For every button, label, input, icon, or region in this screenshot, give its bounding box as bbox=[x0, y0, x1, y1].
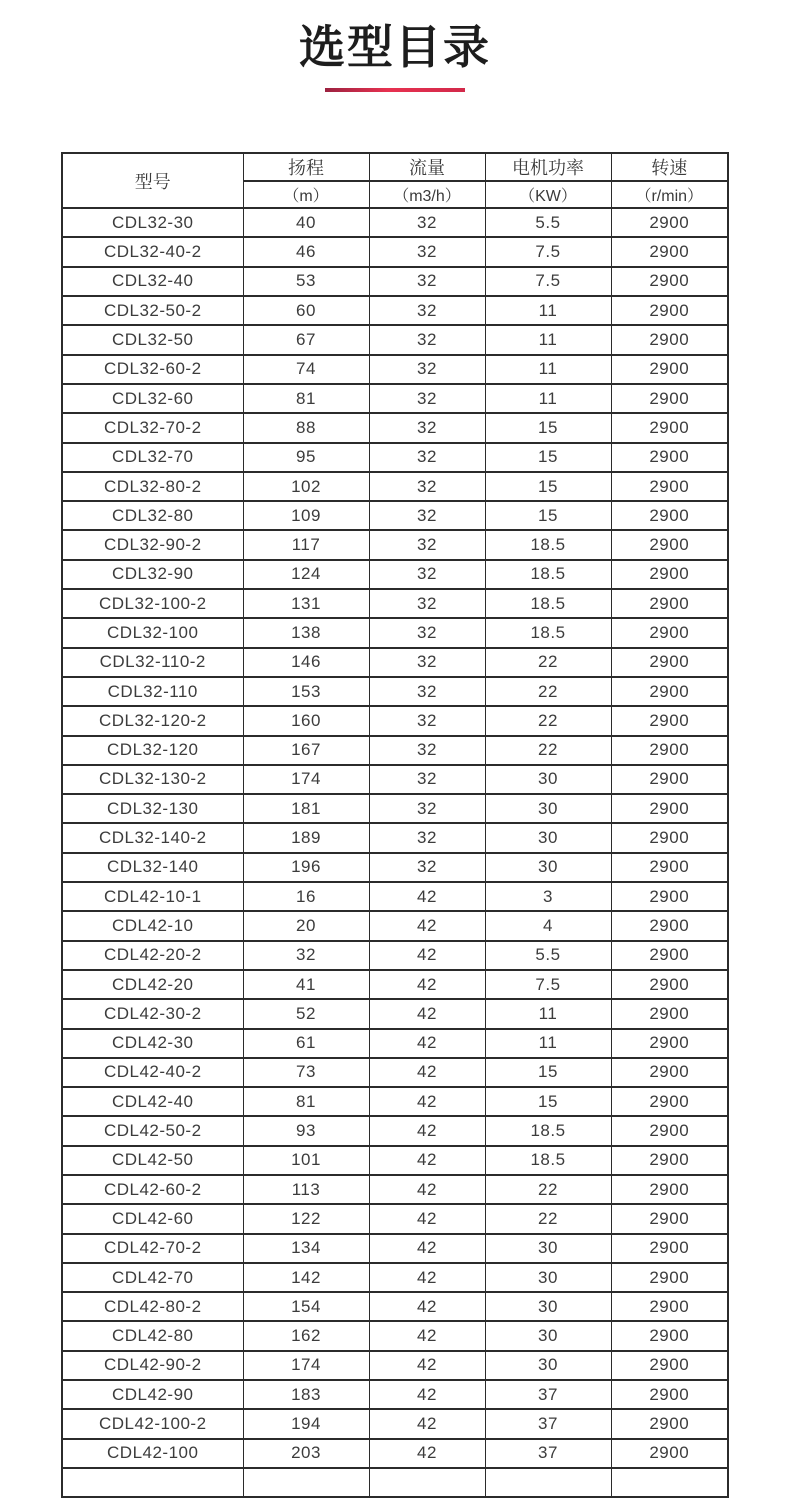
cell-model: CDL32-80 bbox=[62, 501, 243, 530]
cell-power: 30 bbox=[485, 765, 611, 794]
cell-head: 81 bbox=[243, 1087, 369, 1116]
table-row bbox=[62, 355, 728, 384]
table-row bbox=[62, 589, 728, 618]
cell-head: 81 bbox=[243, 384, 369, 413]
cell-power: 15 bbox=[485, 472, 611, 501]
cell-speed: 2900 bbox=[611, 941, 728, 970]
cell-speed: 2900 bbox=[611, 267, 728, 296]
column-header-speed: 转速 bbox=[611, 153, 728, 181]
table-row bbox=[62, 794, 728, 823]
cell-speed: 2900 bbox=[611, 1234, 728, 1263]
cell-model: CDL32-70 bbox=[62, 443, 243, 472]
cell-speed bbox=[611, 1468, 728, 1497]
table-row bbox=[62, 706, 728, 735]
cell-head: 52 bbox=[243, 999, 369, 1028]
cell-flow: 32 bbox=[369, 267, 485, 296]
cell-head: 138 bbox=[243, 618, 369, 647]
table-row bbox=[62, 1058, 728, 1087]
cell-power: 30 bbox=[485, 1263, 611, 1292]
cell-speed: 2900 bbox=[611, 355, 728, 384]
cell-model: CDL32-100-2 bbox=[62, 589, 243, 618]
cell-head: 134 bbox=[243, 1234, 369, 1263]
cell-model: CDL42-40-2 bbox=[62, 1058, 243, 1087]
table-row bbox=[62, 1380, 728, 1409]
cell-power: 22 bbox=[485, 677, 611, 706]
cell-speed: 2900 bbox=[611, 443, 728, 472]
cell-power: 11 bbox=[485, 384, 611, 413]
cell-flow: 32 bbox=[369, 237, 485, 266]
cell-flow: 42 bbox=[369, 1409, 485, 1438]
cell-flow: 42 bbox=[369, 1234, 485, 1263]
cell-head: 60 bbox=[243, 296, 369, 325]
cell-speed: 2900 bbox=[611, 618, 728, 647]
cell-head: 181 bbox=[243, 794, 369, 823]
cell-head: 88 bbox=[243, 413, 369, 442]
cell-head: 162 bbox=[243, 1321, 369, 1350]
cell-model: CDL32-50 bbox=[62, 325, 243, 354]
cell-speed: 2900 bbox=[611, 1146, 728, 1175]
cell-power: 37 bbox=[485, 1380, 611, 1409]
cell-flow: 32 bbox=[369, 794, 485, 823]
table-row bbox=[62, 1292, 728, 1321]
table-row bbox=[62, 618, 728, 647]
cell-speed: 2900 bbox=[611, 706, 728, 735]
cell-power: 37 bbox=[485, 1409, 611, 1438]
cell-flow: 42 bbox=[369, 1029, 485, 1058]
table-row bbox=[62, 677, 728, 706]
table-row bbox=[62, 1351, 728, 1380]
table-row bbox=[62, 1321, 728, 1350]
cell-speed: 2900 bbox=[611, 853, 728, 882]
cell-flow: 42 bbox=[369, 1439, 485, 1468]
catalog-page bbox=[0, 20, 790, 1490]
cell-flow: 32 bbox=[369, 589, 485, 618]
table-row bbox=[62, 1409, 728, 1438]
cell-power: 22 bbox=[485, 1204, 611, 1233]
cell-model: CDL32-120-2 bbox=[62, 706, 243, 735]
cell-head bbox=[243, 1468, 369, 1497]
cell-speed: 2900 bbox=[611, 1058, 728, 1087]
table-row bbox=[62, 736, 728, 765]
table-row bbox=[62, 325, 728, 354]
cell-model: CDL42-60-2 bbox=[62, 1175, 243, 1204]
table-row bbox=[62, 384, 728, 413]
cell-head: 160 bbox=[243, 706, 369, 735]
cell-model bbox=[62, 1468, 243, 1497]
cell-flow: 42 bbox=[369, 1292, 485, 1321]
cell-speed: 2900 bbox=[611, 530, 728, 559]
cell-flow: 42 bbox=[369, 1116, 485, 1145]
table-row bbox=[62, 970, 728, 999]
table-row bbox=[62, 853, 728, 882]
cell-model: CDL32-120 bbox=[62, 736, 243, 765]
table-row bbox=[62, 1146, 728, 1175]
column-unit-head: （m） bbox=[243, 181, 369, 208]
cell-head: 20 bbox=[243, 911, 369, 940]
cell-power: 5.5 bbox=[485, 208, 611, 237]
column-unit-speed: （r/min） bbox=[611, 181, 728, 208]
column-unit-flow: （m3/h） bbox=[369, 181, 485, 208]
table-row bbox=[62, 1029, 728, 1058]
cell-flow: 32 bbox=[369, 648, 485, 677]
cell-flow: 42 bbox=[369, 1204, 485, 1233]
cell-model: CDL42-50 bbox=[62, 1146, 243, 1175]
title-underline bbox=[325, 88, 465, 92]
cell-model: CDL42-70-2 bbox=[62, 1234, 243, 1263]
cell-power: 30 bbox=[485, 1234, 611, 1263]
cell-head: 183 bbox=[243, 1380, 369, 1409]
cell-power: 3 bbox=[485, 882, 611, 911]
cell-speed: 2900 bbox=[611, 1263, 728, 1292]
table-row bbox=[62, 530, 728, 559]
cell-flow: 42 bbox=[369, 1146, 485, 1175]
cell-model: CDL32-40 bbox=[62, 267, 243, 296]
cell-head: 46 bbox=[243, 237, 369, 266]
cell-head: 174 bbox=[243, 1351, 369, 1380]
cell-power: 11 bbox=[485, 355, 611, 384]
cell-model: CDL42-70 bbox=[62, 1263, 243, 1292]
cell-power: 18.5 bbox=[485, 530, 611, 559]
cell-power: 18.5 bbox=[485, 589, 611, 618]
cell-flow: 32 bbox=[369, 355, 485, 384]
cell-flow: 32 bbox=[369, 530, 485, 559]
table-row bbox=[62, 1175, 728, 1204]
cell-power: 15 bbox=[485, 443, 611, 472]
table-row bbox=[62, 1204, 728, 1233]
cell-model: CDL32-90 bbox=[62, 560, 243, 589]
cell-speed: 2900 bbox=[611, 296, 728, 325]
cell-model: CDL32-30 bbox=[62, 208, 243, 237]
cell-model: CDL42-30 bbox=[62, 1029, 243, 1058]
cell-flow: 32 bbox=[369, 413, 485, 442]
cell-power: 30 bbox=[485, 853, 611, 882]
cell-head: 174 bbox=[243, 765, 369, 794]
cell-flow: 32 bbox=[369, 765, 485, 794]
cell-speed: 2900 bbox=[611, 1292, 728, 1321]
cell-speed: 2900 bbox=[611, 648, 728, 677]
table-row bbox=[62, 648, 728, 677]
table-row bbox=[62, 501, 728, 530]
cell-head: 40 bbox=[243, 208, 369, 237]
table-header bbox=[62, 153, 728, 208]
cell-flow: 42 bbox=[369, 999, 485, 1028]
cell-power: 30 bbox=[485, 823, 611, 852]
table-row bbox=[62, 1439, 728, 1468]
cell-flow: 32 bbox=[369, 736, 485, 765]
cell-speed: 2900 bbox=[611, 208, 728, 237]
cell-power: 18.5 bbox=[485, 618, 611, 647]
cell-model: CDL32-110 bbox=[62, 677, 243, 706]
column-header-model: 型号 bbox=[62, 153, 243, 208]
cell-flow: 42 bbox=[369, 1351, 485, 1380]
cell-flow: 32 bbox=[369, 296, 485, 325]
cell-head: 67 bbox=[243, 325, 369, 354]
cell-speed: 2900 bbox=[611, 1116, 728, 1145]
cell-model: CDL42-20-2 bbox=[62, 941, 243, 970]
table-row bbox=[62, 413, 728, 442]
table-row bbox=[62, 267, 728, 296]
table-row bbox=[62, 1468, 728, 1497]
table-body bbox=[62, 208, 728, 1497]
cell-speed: 2900 bbox=[611, 589, 728, 618]
cell-head: 109 bbox=[243, 501, 369, 530]
cell-flow: 32 bbox=[369, 560, 485, 589]
cell-flow bbox=[369, 1468, 485, 1497]
column-header-power: 电机功率 bbox=[485, 153, 611, 181]
cell-power: 4 bbox=[485, 911, 611, 940]
cell-flow: 42 bbox=[369, 911, 485, 940]
cell-head: 74 bbox=[243, 355, 369, 384]
cell-speed: 2900 bbox=[611, 911, 728, 940]
table-row bbox=[62, 999, 728, 1028]
cell-speed: 2900 bbox=[611, 472, 728, 501]
cell-speed: 2900 bbox=[611, 1439, 728, 1468]
cell-head: 203 bbox=[243, 1439, 369, 1468]
cell-flow: 42 bbox=[369, 1263, 485, 1292]
cell-model: CDL32-70-2 bbox=[62, 413, 243, 442]
cell-power: 7.5 bbox=[485, 237, 611, 266]
cell-head: 124 bbox=[243, 560, 369, 589]
cell-flow: 42 bbox=[369, 970, 485, 999]
cell-flow: 42 bbox=[369, 941, 485, 970]
cell-power: 18.5 bbox=[485, 560, 611, 589]
selection-table bbox=[61, 152, 729, 1498]
cell-head: 142 bbox=[243, 1263, 369, 1292]
cell-head: 93 bbox=[243, 1116, 369, 1145]
cell-head: 189 bbox=[243, 823, 369, 852]
table-row bbox=[62, 472, 728, 501]
cell-power: 22 bbox=[485, 648, 611, 677]
cell-speed: 2900 bbox=[611, 1380, 728, 1409]
cell-speed: 2900 bbox=[611, 1087, 728, 1116]
cell-speed: 2900 bbox=[611, 1351, 728, 1380]
cell-speed: 2900 bbox=[611, 882, 728, 911]
cell-head: 41 bbox=[243, 970, 369, 999]
cell-flow: 32 bbox=[369, 853, 485, 882]
cell-speed: 2900 bbox=[611, 999, 728, 1028]
column-header-flow: 流量 bbox=[369, 153, 485, 181]
cell-flow: 32 bbox=[369, 677, 485, 706]
cell-speed: 2900 bbox=[611, 1321, 728, 1350]
cell-model: CDL42-10 bbox=[62, 911, 243, 940]
cell-flow: 32 bbox=[369, 823, 485, 852]
cell-speed: 2900 bbox=[611, 1175, 728, 1204]
cell-model: CDL42-100-2 bbox=[62, 1409, 243, 1438]
table-row bbox=[62, 1263, 728, 1292]
cell-speed: 2900 bbox=[611, 1409, 728, 1438]
cell-model: CDL42-20 bbox=[62, 970, 243, 999]
table-row bbox=[62, 296, 728, 325]
cell-model: CDL32-110-2 bbox=[62, 648, 243, 677]
cell-head: 196 bbox=[243, 853, 369, 882]
cell-power: 30 bbox=[485, 1321, 611, 1350]
cell-model: CDL42-60 bbox=[62, 1204, 243, 1233]
cell-flow: 32 bbox=[369, 208, 485, 237]
cell-model: CDL32-50-2 bbox=[62, 296, 243, 325]
cell-flow: 42 bbox=[369, 1380, 485, 1409]
cell-speed: 2900 bbox=[611, 237, 728, 266]
cell-head: 167 bbox=[243, 736, 369, 765]
table-row bbox=[62, 882, 728, 911]
cell-head: 61 bbox=[243, 1029, 369, 1058]
cell-model: CDL32-140 bbox=[62, 853, 243, 882]
cell-power: 18.5 bbox=[485, 1146, 611, 1175]
table-row bbox=[62, 1116, 728, 1145]
cell-head: 122 bbox=[243, 1204, 369, 1233]
table-row bbox=[62, 560, 728, 589]
cell-power: 11 bbox=[485, 325, 611, 354]
table-row bbox=[62, 765, 728, 794]
cell-flow: 32 bbox=[369, 472, 485, 501]
cell-power: 15 bbox=[485, 501, 611, 530]
cell-model: CDL32-40-2 bbox=[62, 237, 243, 266]
cell-head: 146 bbox=[243, 648, 369, 677]
cell-speed: 2900 bbox=[611, 413, 728, 442]
cell-power: 15 bbox=[485, 1087, 611, 1116]
cell-model: CDL42-90 bbox=[62, 1380, 243, 1409]
table-row bbox=[62, 443, 728, 472]
cell-speed: 2900 bbox=[611, 1029, 728, 1058]
cell-head: 117 bbox=[243, 530, 369, 559]
cell-head: 73 bbox=[243, 1058, 369, 1087]
cell-model: CDL32-130 bbox=[62, 794, 243, 823]
cell-model: CDL32-90-2 bbox=[62, 530, 243, 559]
cell-flow: 42 bbox=[369, 1175, 485, 1204]
cell-model: CDL42-100 bbox=[62, 1439, 243, 1468]
cell-head: 113 bbox=[243, 1175, 369, 1204]
cell-power bbox=[485, 1468, 611, 1497]
cell-head: 32 bbox=[243, 941, 369, 970]
cell-power: 11 bbox=[485, 1029, 611, 1058]
table-row bbox=[62, 823, 728, 852]
cell-power: 15 bbox=[485, 1058, 611, 1087]
cell-flow: 32 bbox=[369, 618, 485, 647]
cell-power: 11 bbox=[485, 999, 611, 1028]
cell-model: CDL42-10-1 bbox=[62, 882, 243, 911]
cell-power: 30 bbox=[485, 1351, 611, 1380]
cell-model: CDL32-140-2 bbox=[62, 823, 243, 852]
cell-head: 194 bbox=[243, 1409, 369, 1438]
cell-head: 53 bbox=[243, 267, 369, 296]
cell-head: 102 bbox=[243, 472, 369, 501]
cell-flow: 42 bbox=[369, 882, 485, 911]
cell-head: 101 bbox=[243, 1146, 369, 1175]
cell-model: CDL42-80 bbox=[62, 1321, 243, 1350]
cell-head: 95 bbox=[243, 443, 369, 472]
cell-speed: 2900 bbox=[611, 384, 728, 413]
cell-model: CDL42-40 bbox=[62, 1087, 243, 1116]
cell-model: CDL42-50-2 bbox=[62, 1116, 243, 1145]
cell-flow: 32 bbox=[369, 706, 485, 735]
table-row bbox=[62, 237, 728, 266]
cell-power: 30 bbox=[485, 794, 611, 823]
cell-model: CDL32-60-2 bbox=[62, 355, 243, 384]
cell-power: 5.5 bbox=[485, 941, 611, 970]
cell-model: CDL42-80-2 bbox=[62, 1292, 243, 1321]
cell-power: 7.5 bbox=[485, 267, 611, 296]
cell-model: CDL42-90-2 bbox=[62, 1351, 243, 1380]
cell-power: 30 bbox=[485, 1292, 611, 1321]
cell-power: 11 bbox=[485, 296, 611, 325]
cell-head: 16 bbox=[243, 882, 369, 911]
cell-flow: 42 bbox=[369, 1087, 485, 1116]
cell-power: 22 bbox=[485, 736, 611, 765]
cell-model: CDL32-80-2 bbox=[62, 472, 243, 501]
cell-flow: 32 bbox=[369, 325, 485, 354]
cell-power: 37 bbox=[485, 1439, 611, 1468]
table-row bbox=[62, 1087, 728, 1116]
cell-speed: 2900 bbox=[611, 677, 728, 706]
cell-speed: 2900 bbox=[611, 970, 728, 999]
cell-power: 15 bbox=[485, 413, 611, 442]
cell-speed: 2900 bbox=[611, 823, 728, 852]
cell-head: 131 bbox=[243, 589, 369, 618]
table-row bbox=[62, 208, 728, 237]
column-unit-power: （KW） bbox=[485, 181, 611, 208]
cell-power: 7.5 bbox=[485, 970, 611, 999]
cell-flow: 32 bbox=[369, 384, 485, 413]
cell-flow: 42 bbox=[369, 1321, 485, 1350]
cell-power: 22 bbox=[485, 706, 611, 735]
cell-power: 22 bbox=[485, 1175, 611, 1204]
cell-speed: 2900 bbox=[611, 794, 728, 823]
table-row bbox=[62, 1234, 728, 1263]
header-label-row bbox=[62, 153, 728, 181]
column-header-head: 扬程 bbox=[243, 153, 369, 181]
cell-speed: 2900 bbox=[611, 560, 728, 589]
page-title: 选型目录 bbox=[299, 21, 491, 73]
cell-speed: 2900 bbox=[611, 325, 728, 354]
cell-model: CDL32-130-2 bbox=[62, 765, 243, 794]
cell-head: 153 bbox=[243, 677, 369, 706]
cell-speed: 2900 bbox=[611, 1204, 728, 1233]
table-row bbox=[62, 911, 728, 940]
cell-flow: 32 bbox=[369, 501, 485, 530]
cell-model: CDL42-30-2 bbox=[62, 999, 243, 1028]
cell-flow: 32 bbox=[369, 443, 485, 472]
cell-model: CDL32-60 bbox=[62, 384, 243, 413]
cell-speed: 2900 bbox=[611, 736, 728, 765]
cell-flow: 42 bbox=[369, 1058, 485, 1087]
cell-head: 154 bbox=[243, 1292, 369, 1321]
table-row bbox=[62, 941, 728, 970]
cell-speed: 2900 bbox=[611, 765, 728, 794]
cell-power: 18.5 bbox=[485, 1116, 611, 1145]
cell-model: CDL32-100 bbox=[62, 618, 243, 647]
cell-speed: 2900 bbox=[611, 501, 728, 530]
